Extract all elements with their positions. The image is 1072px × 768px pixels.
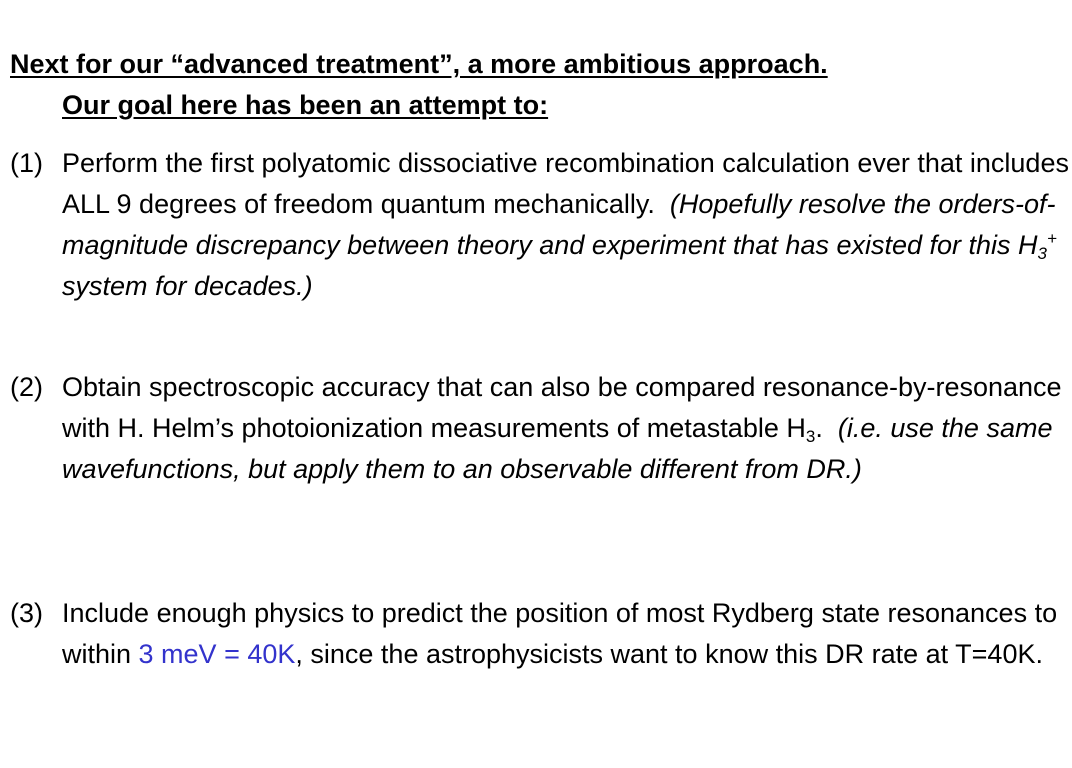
slide-heading — [10, 44, 1062, 126]
list-item-3 — [10, 593, 1072, 675]
item-text-end: . — [815, 413, 823, 443]
note-text: (Hopefully resolve the orders-of-magnitude discrepancy between theory and experiment that has existed for this H — [62, 189, 1056, 260]
item-number: (3) — [10, 598, 43, 628]
item-note: (i.e. use the same wavefunctions, but apply them to an observable different from DR.) — [62, 413, 1053, 484]
subscript: 3 — [1037, 244, 1048, 263]
list-item-1 — [10, 143, 1072, 307]
heading-line-2: Our goal here has been an attempt to: — [62, 90, 549, 120]
superscript: + — [1047, 229, 1057, 248]
list-item-2 — [10, 367, 1072, 490]
item-text-end: , since the astrophysicists want to know this DR rate at T=40K. — [295, 639, 1043, 669]
subscript: 3 — [805, 427, 816, 446]
highlight-text: 3 meV = 40K — [138, 639, 296, 669]
item-text: Perform the first polyatomic dissociative recombination calculation ever that includes ALL 9 degrees of freedom quantum mechanically. — [62, 148, 1069, 219]
item-text: Include enough physics to predict the position of most Rydberg state resonances to within — [62, 598, 1058, 669]
item-number: (2) — [10, 372, 43, 402]
heading-line-1: Next for our “advanced treatment”, a more ambitious approach. — [10, 49, 828, 79]
item-text: Obtain spectroscopic accuracy that can also be compared resonance-by-resonance with H. Helm’s photoionization measurements of metastable H — [62, 372, 1062, 443]
item-number: (1) — [10, 148, 43, 178]
note-text-end: system for decades.) — [62, 271, 313, 301]
